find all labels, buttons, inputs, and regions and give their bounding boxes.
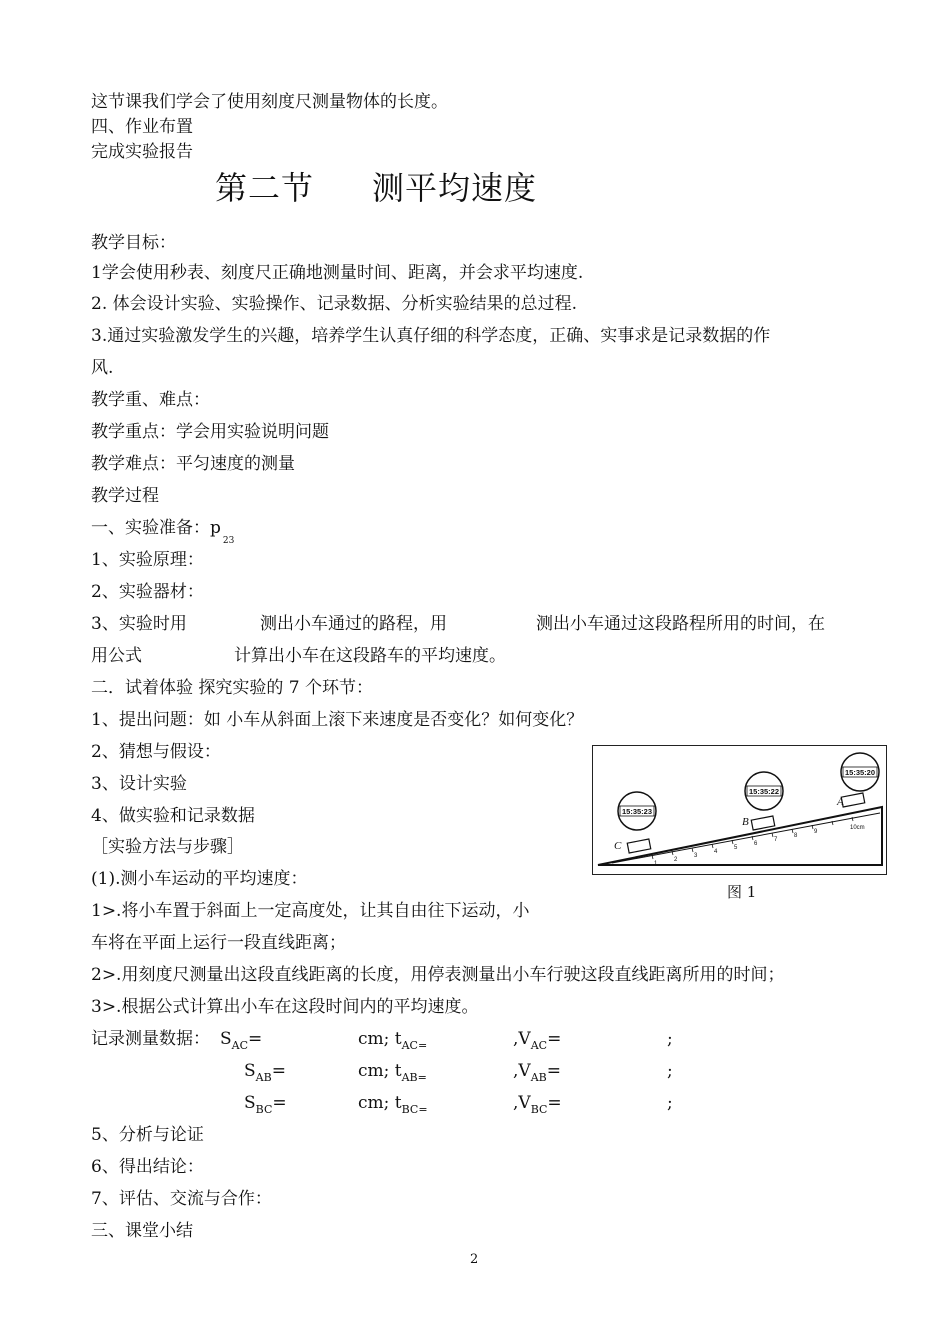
text-line: ［实验方法与步骤］	[91, 837, 244, 857]
text-line: 6、得出结论：	[91, 1157, 204, 1177]
record-t-ac: cm; $t_{AC=}$	[358, 1029, 428, 1052]
ruler-num: 9	[814, 829, 818, 835]
stopwatch-a-time: 15:35:20	[844, 768, 876, 777]
cart-b	[751, 816, 775, 830]
text-line: 2、猜想与假设：	[91, 742, 221, 762]
record-label: 记录测量数据：	[91, 1029, 210, 1049]
record-v-ac: $,V_{AC}=$	[513, 1029, 562, 1052]
record-v-ab: $,V_{AB}=$	[513, 1061, 561, 1084]
text-line: 2>.用刻度尺测量出这段直线距离的长度，用停表测量出小车行驶这段直线距离所用的时间；	[91, 965, 785, 985]
text-line: 3>.根据公式计算出小车在这段时间内的平均速度。	[91, 997, 479, 1017]
point-b-label: B	[742, 816, 749, 828]
ruler-num: 7	[774, 837, 778, 843]
text-line: 5、分析与论证	[91, 1125, 204, 1145]
text-line: 车将在平面上运行一段直线距离；	[91, 933, 346, 953]
step3-e: 计算出小车在这段路车的平均速度。	[234, 646, 506, 666]
text-line: 1、提出问题：如 小车从斜面上滚下来速度是否变化？如何变化？	[91, 710, 584, 730]
text-line: 完成实验报告	[91, 142, 193, 162]
text-line: 4、做实验和记录数据	[91, 806, 255, 826]
record-semicolon: ;	[667, 1029, 673, 1049]
stopwatch-c-time: 15:35:23	[621, 807, 653, 816]
prep-subscript: 23	[222, 536, 235, 546]
record-v-bc: $,V_{BC}=$	[513, 1093, 562, 1116]
text-line: 四、作业布置	[91, 117, 193, 137]
text-line: 1>.将小车置于斜面上一定高度处，让其自由往下运动，小	[91, 901, 530, 921]
record-t-ab: cm; $t_{AB=}$	[358, 1061, 427, 1084]
text-line: 教学难点：平匀速度的测量	[91, 454, 295, 474]
step3-a: 3、实验时用	[91, 614, 187, 634]
text-line: 二．试着体验 探究实验的 7 个环节：	[91, 678, 374, 698]
text-line: 1、实验原理：	[91, 550, 204, 570]
text-line: 教学目标：	[91, 233, 176, 253]
step3-b: 测出小车通过的路程，用	[260, 614, 447, 634]
page-number: 2	[470, 1252, 479, 1267]
text-line: 3、设计实验	[91, 774, 187, 794]
incline-figure	[592, 745, 887, 875]
text-line: 教学重、难点：	[91, 390, 210, 410]
text-line: 1学会使用秒表、刻度尺正确地测量时间、距离，并会求平均速度.	[91, 263, 584, 283]
record-s-ab: $S_{AB}=$	[244, 1061, 286, 1084]
ruler-num: 3	[694, 853, 698, 859]
stopwatch-b-time: 15:35:22	[748, 787, 780, 796]
title-part1: 第二节	[215, 169, 315, 207]
cart-c	[627, 839, 651, 853]
ruler-num: 5	[734, 845, 738, 851]
title-part2: 测平均速度	[372, 169, 538, 207]
point-a-label: A	[837, 796, 844, 808]
text-line	[91, 517, 235, 546]
point-c-label: C	[614, 840, 622, 852]
ruler-num: 4	[714, 849, 718, 855]
text-line: (1).测小车运动的平均速度：	[91, 869, 308, 889]
ruler-num: 2	[674, 857, 678, 863]
figure-caption: 图 1	[727, 883, 757, 901]
text-line: 这节课我们学会了使用刻度尺测量物体的长度。	[91, 92, 448, 112]
text-line: 2. 体会设计实验、实验操作、记录数据、分析实验结果的总过程.	[91, 294, 578, 314]
text-line: 3.通过实验激发学生的兴趣，培养学生认真仔细的科学态度，正确、实事求是记录数据的作	[91, 326, 771, 346]
record-t-bc: cm; $t_{BC=}$	[358, 1093, 428, 1116]
record-semicolon: ;	[667, 1093, 673, 1113]
text-line: 2、实验器材：	[91, 582, 204, 602]
text-line: 风.	[91, 358, 114, 378]
ruler-num: 10cm	[850, 825, 865, 831]
ruler-num: 8	[794, 833, 798, 839]
record-s-ac: $S_{AC}=$	[220, 1029, 263, 1052]
text-line: 教学过程	[91, 486, 159, 506]
ruler-num: 6	[754, 841, 758, 847]
text-line	[91, 613, 187, 635]
text-line: 教学重点：学会用实验说明问题	[91, 422, 329, 442]
ruler-num: 1	[654, 861, 658, 867]
text-line: 7、评估、交流与合作：	[91, 1189, 272, 1209]
step3-d: 用公式	[91, 646, 142, 666]
cart-a	[841, 793, 865, 807]
step3-c: 测出小车通过这段路程所用的时间，在	[536, 614, 825, 634]
text-line: 三、课堂小结	[91, 1221, 193, 1241]
record-s-bc: $S_{BC}=$	[244, 1093, 287, 1116]
section-title	[215, 168, 537, 208]
record-semicolon: ;	[667, 1061, 673, 1081]
prep-text: 一、实验准备：p	[91, 518, 221, 538]
